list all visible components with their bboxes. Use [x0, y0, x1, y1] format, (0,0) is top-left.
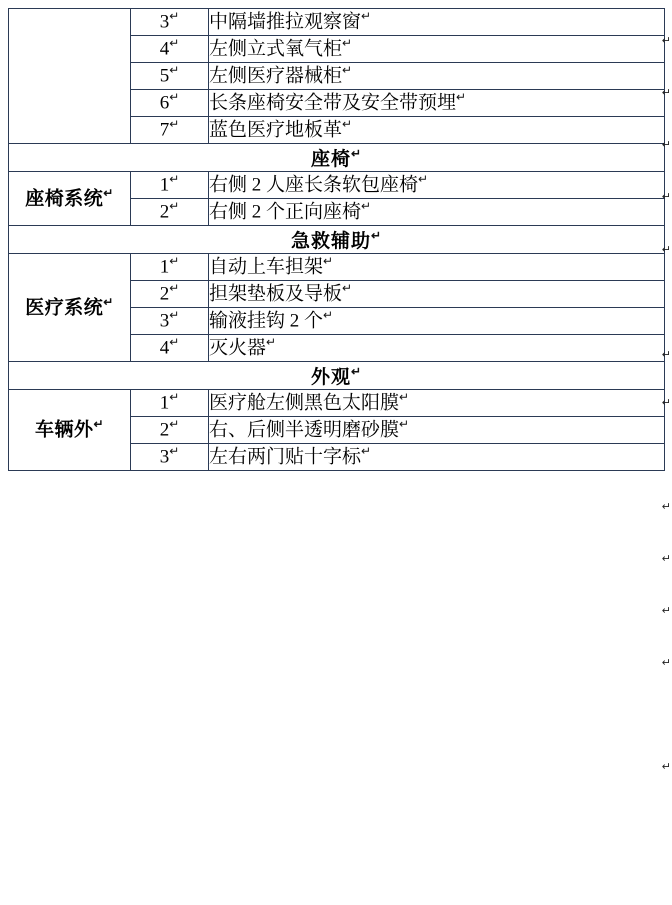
cjk-mark: ↵ — [399, 390, 410, 405]
row-description: 输液挂钩 2 个↵ — [209, 308, 665, 335]
cjk-mark: ↵ — [103, 294, 114, 309]
table-body — [9, 9, 665, 471]
paragraph-mark-icon: ↵ — [661, 501, 671, 513]
row-description: 右侧 2 人座长条软包座椅↵ — [209, 172, 665, 199]
row-description: 右、后侧半透明磨砂膜↵ — [209, 417, 665, 444]
paragraph-mark-icon: ↵ — [661, 397, 671, 409]
row-number: 4↵ — [131, 335, 209, 362]
cjk-mark: ↵ — [169, 63, 180, 78]
row-description: 左右两门贴十字标↵ — [209, 444, 665, 471]
cjk-mark: ↵ — [169, 390, 180, 405]
cjk-mark: ↵ — [323, 254, 334, 269]
category-cell-seating: 座椅系统↵ — [9, 172, 131, 226]
cjk-mark: ↵ — [169, 417, 180, 432]
row-number: 5↵ — [131, 63, 209, 90]
cjk-mark: ↵ — [169, 308, 180, 323]
section-title-exterior: 外观↵ — [9, 362, 665, 390]
section-header-row — [9, 362, 665, 390]
cjk-mark: ↵ — [350, 364, 363, 379]
document-page — [0, 8, 672, 905]
row-number: 1↵ — [131, 390, 209, 417]
paragraph-mark-icon: ↵ — [661, 87, 671, 99]
cjk-mark: ↵ — [350, 146, 363, 161]
paragraph-mark-icon: ↵ — [661, 139, 671, 151]
row-number: 3↵ — [131, 444, 209, 471]
cjk-mark: ↵ — [169, 254, 180, 269]
cjk-mark: ↵ — [169, 90, 180, 105]
cjk-mark: ↵ — [323, 308, 334, 323]
row-description: 左侧立式氧气柜↵ — [209, 36, 665, 63]
cjk-mark: ↵ — [361, 9, 372, 23]
table-row — [9, 172, 665, 199]
cjk-mark: ↵ — [342, 281, 353, 296]
cjk-mark: ↵ — [103, 185, 114, 200]
paragraph-mark-icon: ↵ — [661, 657, 671, 669]
section-title-seating: 座椅↵ — [9, 144, 665, 172]
cjk-mark: ↵ — [361, 199, 372, 214]
section-header-row — [9, 226, 665, 254]
row-number: 3↵ — [131, 308, 209, 335]
row-number: 2↵ — [131, 281, 209, 308]
row-number: 3↵ — [131, 9, 209, 36]
row-number: 4↵ — [131, 36, 209, 63]
paragraph-mark-icon: ↵ — [661, 35, 671, 47]
category-cell-exterior: 车辆外↵ — [9, 390, 131, 471]
row-description: 长条座椅安全带及安全带预埋↵ — [209, 90, 665, 117]
row-description: 自动上车担架↵ — [209, 254, 665, 281]
paragraph-mark-icon: ↵ — [661, 605, 671, 617]
paragraph-mark-icon: ↵ — [661, 349, 671, 361]
row-number: 7↵ — [131, 117, 209, 144]
cjk-mark: ↵ — [169, 36, 180, 51]
cjk-mark: ↵ — [169, 172, 180, 187]
section-title-emergency-aid: 急救辅助↵ — [9, 226, 665, 254]
paragraph-mark-icon: ↵ — [661, 553, 671, 565]
cjk-mark: ↵ — [93, 417, 105, 432]
cjk-mark: ↵ — [169, 281, 180, 296]
category-cell-continued — [9, 9, 131, 144]
cjk-mark: ↵ — [399, 417, 410, 432]
paragraph-mark-icon: ↵ — [661, 761, 671, 773]
row-description: 医疗舱左侧黑色太阳膜↵ — [209, 390, 665, 417]
row-number: 6↵ — [131, 90, 209, 117]
table-row — [9, 9, 665, 36]
cjk-mark: ↵ — [370, 228, 383, 243]
cjk-mark: ↵ — [456, 90, 467, 105]
cjk-mark: ↵ — [342, 63, 353, 78]
row-description: 右侧 2 个正向座椅↵ — [209, 199, 665, 226]
section-header-row — [9, 144, 665, 172]
table-row — [9, 390, 665, 417]
cjk-mark: ↵ — [342, 36, 353, 51]
row-number: 2↵ — [131, 199, 209, 226]
cjk-mark: ↵ — [418, 172, 429, 187]
paragraph-mark-icon: ↵ — [661, 244, 671, 256]
row-number: 1↵ — [131, 254, 209, 281]
cjk-mark: ↵ — [342, 117, 353, 132]
category-cell-medical: 医疗系统↵ — [9, 254, 131, 362]
table-row — [9, 254, 665, 281]
cjk-mark: ↵ — [169, 444, 180, 459]
cjk-mark: ↵ — [169, 199, 180, 214]
row-description: 担架垫板及导板↵ — [209, 281, 665, 308]
configuration-table — [8, 8, 665, 471]
row-description: 中隔墙推拉观察窗↵ — [209, 9, 665, 36]
row-description: 灭火器↵ — [209, 335, 665, 362]
cjk-mark: ↵ — [169, 9, 180, 23]
cjk-mark: ↵ — [169, 335, 180, 350]
cjk-mark: ↵ — [266, 335, 277, 350]
paragraph-mark-icon: ↵ — [661, 191, 671, 203]
row-description: 左侧医疗器械柜↵ — [209, 63, 665, 90]
row-number: 2↵ — [131, 417, 209, 444]
row-number: 1↵ — [131, 172, 209, 199]
cjk-mark: ↵ — [169, 117, 180, 132]
cjk-mark: ↵ — [361, 444, 372, 459]
row-description: 蓝色医疗地板革↵ — [209, 117, 665, 144]
